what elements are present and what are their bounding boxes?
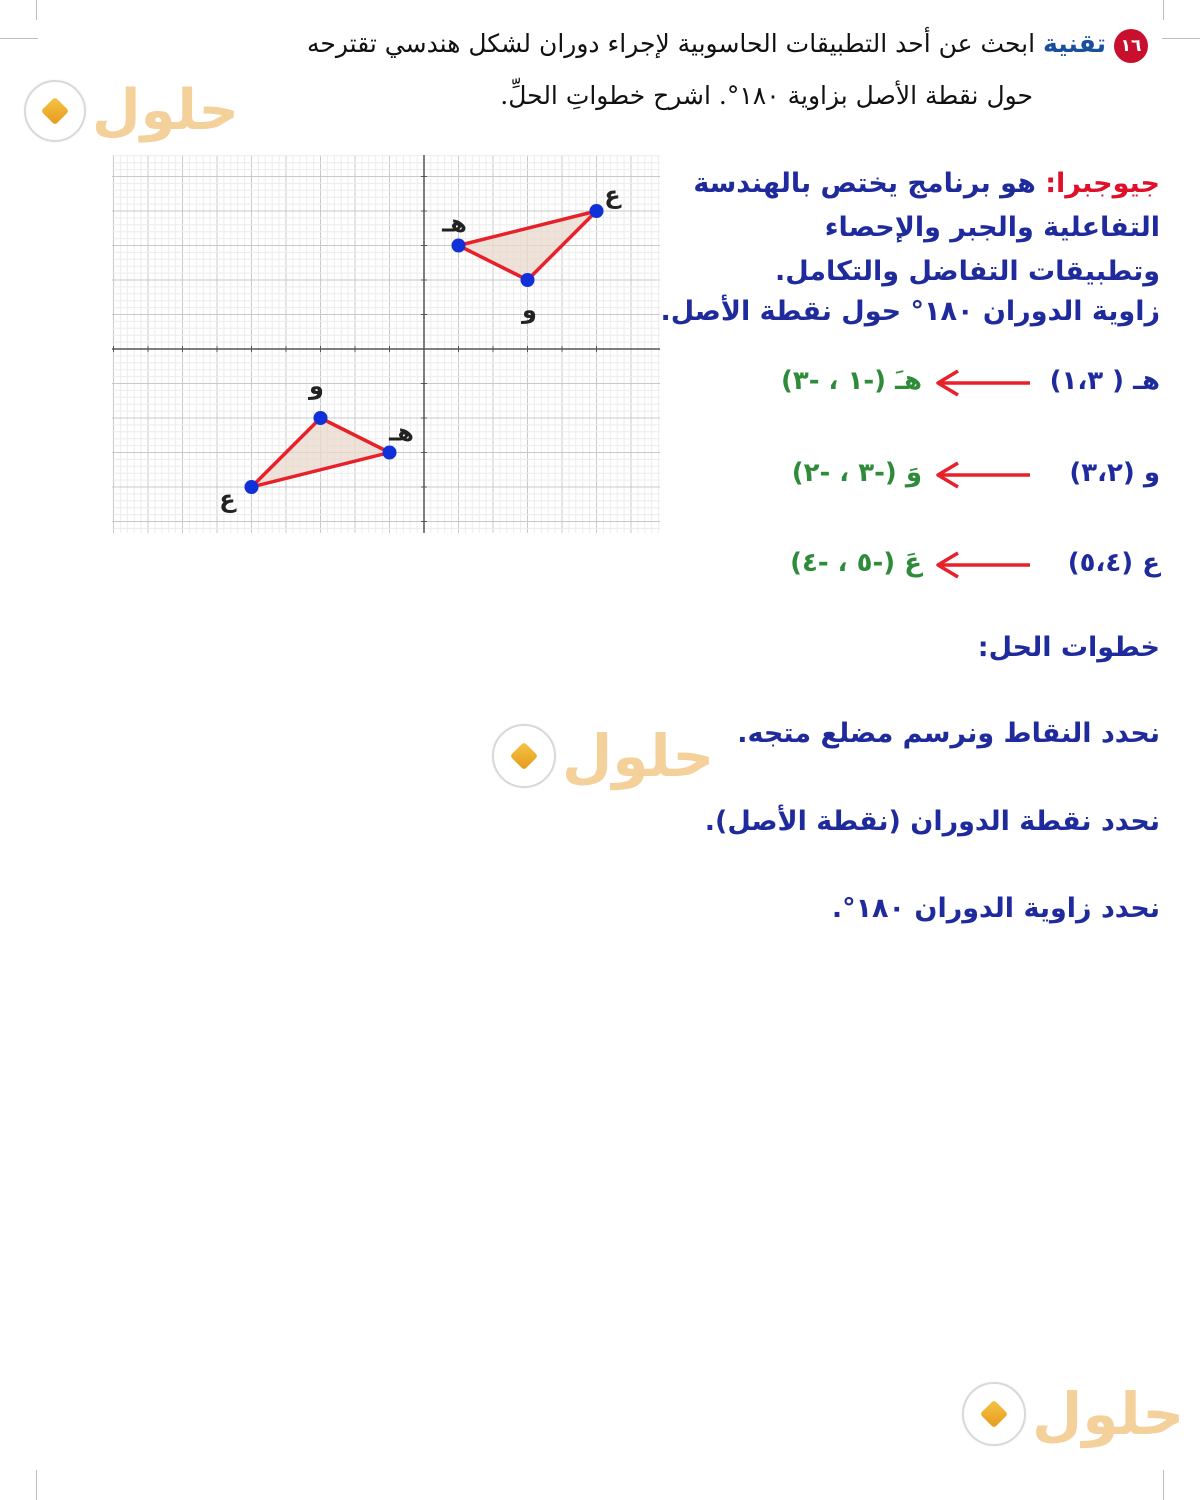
original-triangle-point	[521, 273, 535, 287]
step-item: نحدد زاوية الدوران ١٨٠°.	[831, 893, 1160, 924]
question-line2: حول نقطة الأصل بزاوية ١٨٠°. اشرح خطواتِ الحلِّ.	[500, 81, 1033, 110]
mapping-row	[730, 450, 1160, 500]
rotated-triangle-point-label: ع	[219, 485, 236, 513]
crop-mark	[1163, 0, 1164, 20]
watermark-logo: حلول	[962, 1380, 1184, 1448]
red-arrow-icon	[932, 460, 1032, 490]
definition-text: هو برنامج يختص بالهندسة التفاعلية والجبر والإحصاء وتطبيقات التفاضل والتكامل.	[693, 168, 1160, 287]
mapping-original: و (٣،٢)	[1069, 458, 1160, 488]
crop-mark	[36, 1470, 37, 1500]
watermark-logo: حلول	[24, 78, 239, 143]
mapping-image: وَ (-٣ ، -٢)	[791, 458, 922, 488]
mapping-original: ع (٥،٤)	[1067, 548, 1160, 578]
original-triangle-point	[590, 204, 604, 218]
rotated-triangle-point-label: هـ	[389, 418, 414, 447]
rotated-triangle-point-label: و	[309, 372, 324, 400]
crop-mark	[1162, 38, 1200, 39]
mapping-image: هـَ (-١ ، -٣)	[780, 366, 922, 396]
question-label: تقنية	[1043, 29, 1106, 58]
step-item: نحدد نقطة الدوران (نقطة الأصل).	[704, 806, 1160, 837]
definition	[690, 162, 1160, 294]
angle-line: زاوية الدوران ١٨٠° حول نقطة الأصل.	[660, 296, 1160, 327]
red-arrow-icon	[932, 368, 1032, 398]
mapping-row	[730, 540, 1160, 590]
question	[68, 18, 1148, 122]
rotated-triangle-point	[314, 411, 328, 425]
crop-mark	[36, 0, 37, 20]
coordinate-graph	[112, 155, 660, 533]
rotated-triangle-point	[383, 446, 397, 460]
crop-mark	[0, 38, 38, 39]
step-item: نحدد النقاط ونرسم مضلع متجه.	[737, 718, 1160, 749]
original-triangle-point-label: ع	[604, 181, 621, 209]
mapping-image: عَ (-٥ ، -٤)	[790, 548, 922, 578]
red-arrow-icon	[932, 550, 1032, 580]
original-triangle-point	[452, 239, 466, 253]
steps-title: خطوات الحل:	[977, 632, 1160, 663]
graph-grid	[112, 155, 660, 533]
crop-mark	[1163, 1470, 1164, 1500]
mapping-original: هـ ( ١،٣)	[1049, 366, 1160, 396]
watermark-logo: حلول	[492, 722, 714, 790]
mapping-row	[730, 358, 1160, 408]
graph-background	[112, 155, 660, 533]
question-line1: ابحث عن أحد التطبيقات الحاسوبية لإجراء دوران لشكل هندسي تقترحه	[307, 29, 1036, 58]
original-triangle-point-label: و	[522, 296, 537, 324]
rotated-triangle-point	[245, 480, 259, 494]
definition-term: جيوجبرا:	[1045, 168, 1160, 199]
question-number: ١٦	[1114, 29, 1148, 63]
original-triangle-point-label: هـ	[442, 209, 467, 238]
